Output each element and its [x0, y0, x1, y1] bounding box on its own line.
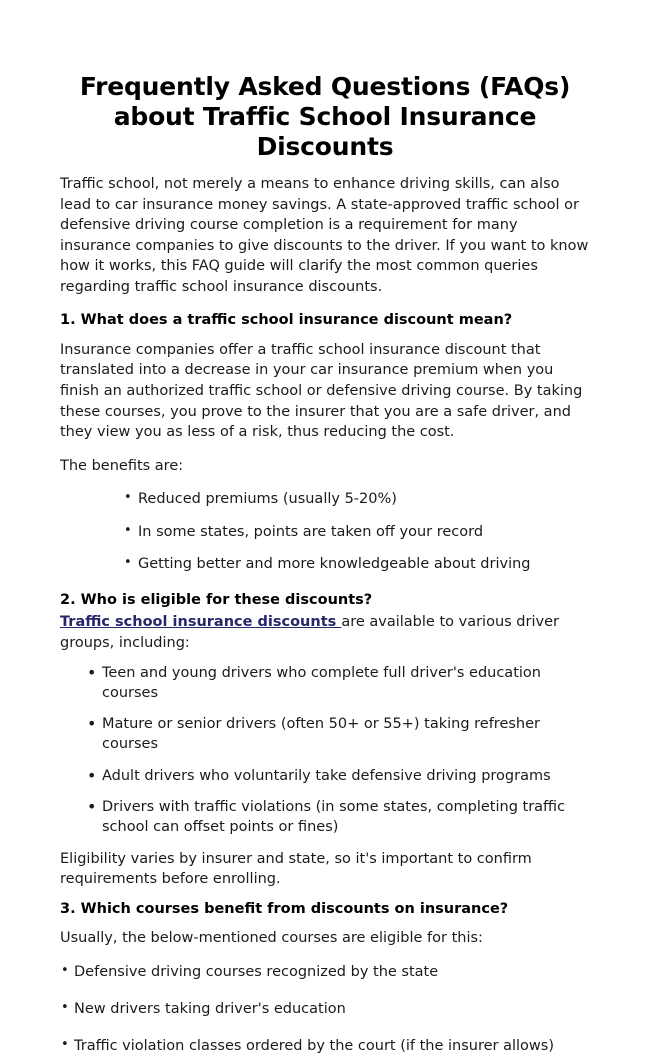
benefits-intro: The benefits are:: [60, 457, 184, 474]
bullet-icon: •: [61, 999, 69, 1015]
bullet-icon: •: [61, 962, 69, 978]
list-item-label: Teen and young drivers who complete full driver's education courses: [102, 664, 541, 701]
list-item: [60, 522, 590, 542]
list-item: [60, 489, 590, 509]
bullet-icon: •: [87, 662, 97, 682]
eligible-groups-list: [60, 663, 590, 838]
list-item-label: Adult drivers who voluntarily take defensive driving programs: [102, 767, 551, 784]
bullet-icon: •: [124, 522, 132, 538]
benefits-list: [60, 489, 590, 574]
bullet-icon: •: [87, 714, 97, 734]
traffic-school-insurance-discounts-link[interactable]: Traffic school insurance discounts: [60, 614, 342, 631]
list-item: [60, 766, 590, 786]
list-item-label: New drivers taking driver's education: [74, 1000, 346, 1017]
list-item-label: In some states, points are taken off your record: [138, 523, 484, 540]
list-item: [60, 962, 590, 982]
question-3-heading: 3. Which courses benefit from discounts on insurance?: [60, 900, 509, 917]
bullet-icon: •: [124, 554, 132, 570]
question-2-lead: [60, 612, 590, 653]
bullet-icon: •: [61, 1037, 69, 1053]
list-item: [60, 554, 590, 574]
list-item-label: Defensive driving courses recognized by the state: [74, 963, 439, 980]
list-item-label: Reduced premiums (usually 5-20%): [138, 491, 397, 508]
list-item-label: Drivers with traffic violations (in some states, completing traffic school can offset points or fines): [102, 799, 566, 836]
list-item: [60, 797, 590, 838]
list-item-label: Mature or senior drivers (often 50+ or 55+) taking refresher courses: [102, 716, 541, 753]
list-item-label: Getting better and more knowledgeable about driving: [138, 555, 531, 572]
question-2-closing: Eligibility varies by insurer and state, so it's important to confirm requirements before enrolling.: [60, 850, 532, 888]
list-item: [60, 714, 590, 755]
bullet-icon: •: [124, 490, 132, 506]
page-title: Frequently Asked Questions (FAQs) about Traffic School Insurance Discounts: [79, 72, 571, 161]
list-item: [60, 999, 590, 1019]
bullet-icon: •: [87, 797, 97, 817]
question-2-heading: 2. Who is eligible for these discounts?: [60, 592, 373, 609]
question-2-lead-rest: are available to various driver groups, including:: [60, 614, 559, 651]
question-1-heading: 1. What does a traffic school insurance discount mean?: [60, 312, 513, 329]
question-3-lead: Usually, the below-mentioned courses are eligible for this:: [60, 930, 483, 947]
question-1-answer: Insurance companies offer a traffic school insurance discount that translated into a decrease in your car insurance premium when you finish an authorized traffic school or defensive driving course. By taking these courses, you prove to the insurer that you are a safe driver, and they view you as less of a risk, thus reducing the cost.: [60, 341, 583, 441]
eligible-courses-list: [60, 962, 590, 1057]
intro-paragraph: Traffic school, not merely a means to enhance driving skills, can also lead to car insurance money savings. A state-approved traffic school or defensive driving course completion is a requirement for many insurance companies to give discounts to the driver. If you want to know how it works, this FAQ guide will clarify the most common queries regarding traffic school insurance discounts.: [60, 176, 589, 295]
list-item-label: Traffic violation classes ordered by the court (if the insurer allows): [74, 1038, 554, 1055]
bullet-icon: •: [87, 765, 97, 785]
list-item: [60, 663, 590, 704]
list-item: [60, 1036, 590, 1056]
